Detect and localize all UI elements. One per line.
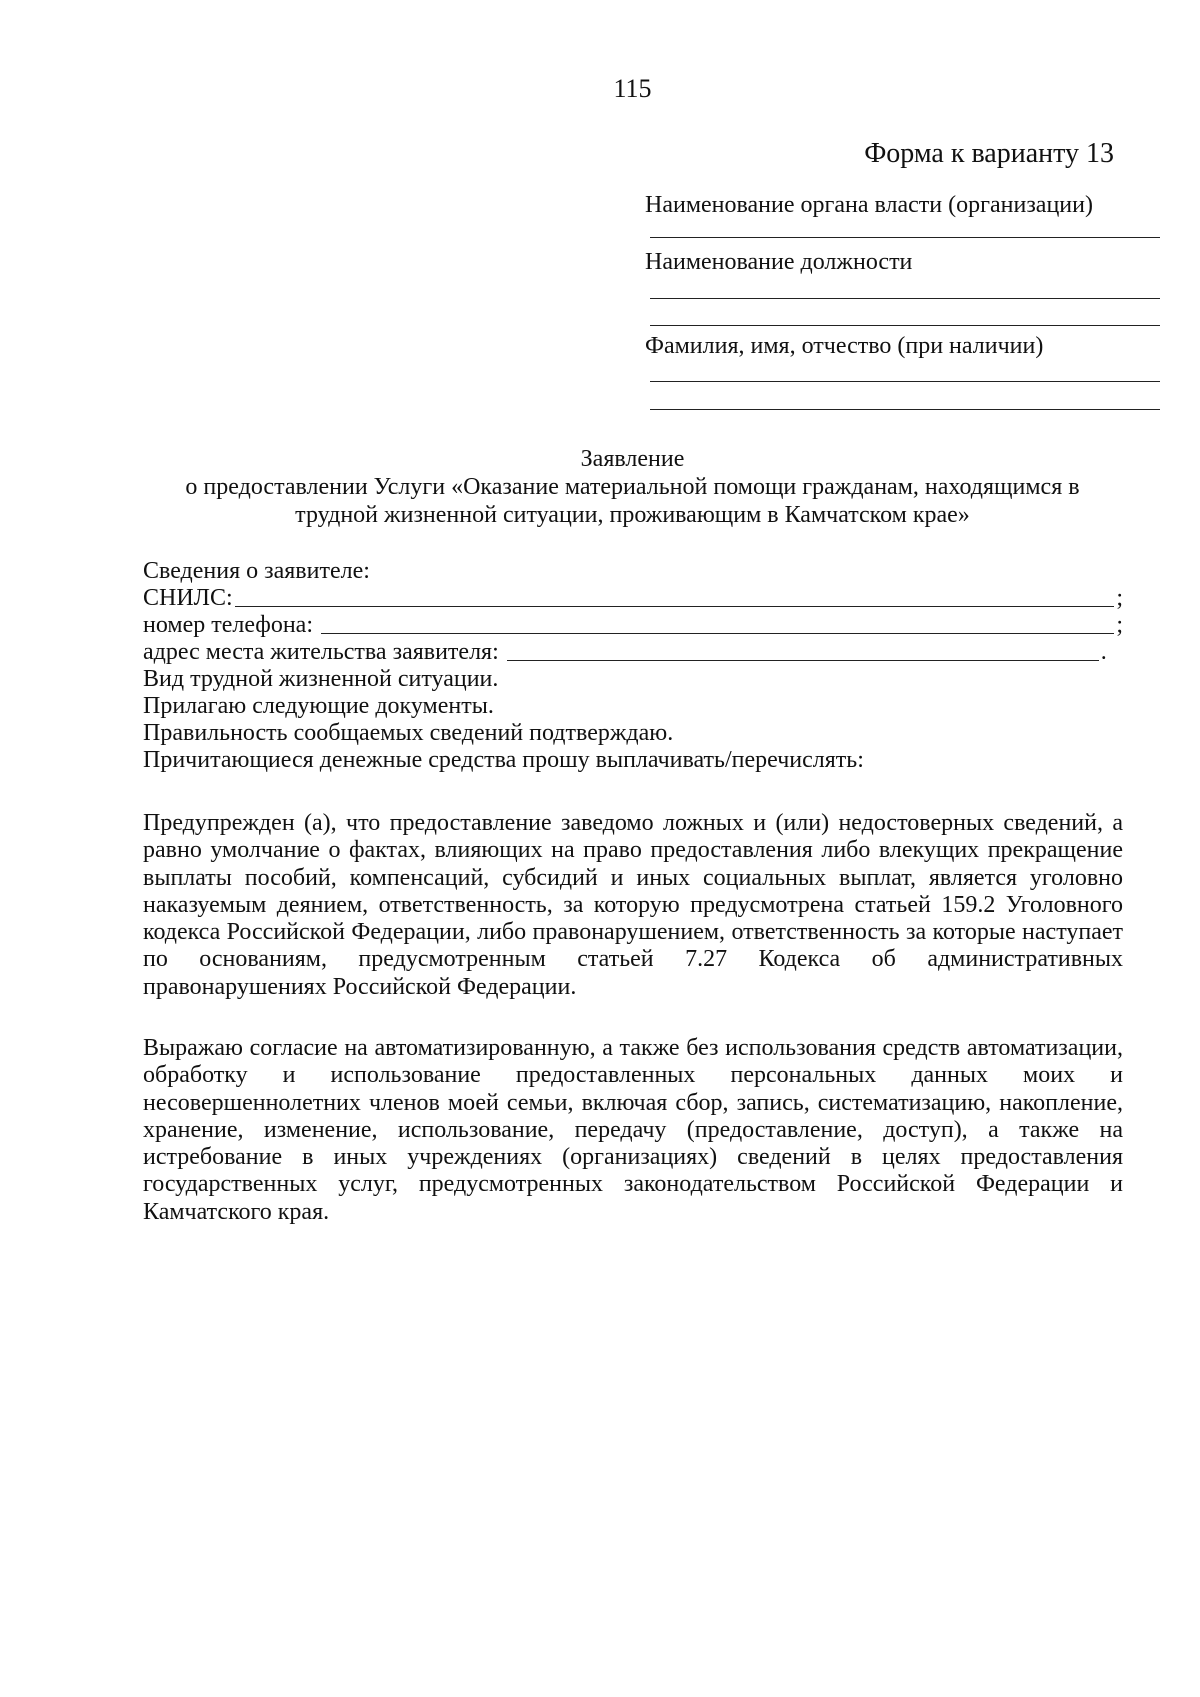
confirm-line: Правильность сообщаемых сведений подтверждаю. [143, 720, 674, 746]
applicant-info [143, 558, 1123, 774]
snils-field[interactable] [235, 606, 1115, 607]
snils-end: ; [1116, 585, 1123, 611]
name-label: Фамилия, имя, отчество (при наличии) [645, 333, 1044, 359]
address-end: . [1100, 639, 1107, 665]
warning-paragraph: Предупрежден (а), что предоставление заведомо ложных и (или) недостоверных сведений, а равно умолчание о фактах, влияющих на право предоставления либо влекущих прекращение выплаты пособий, компенсаций, субсидий и иных социальных выплат, является уголовно наказуемым деянием, ответственность, за которую предусмотрена статьей 159.2 Уголовного кодекса Российской Федерации, либо правонарушением, ответственность за которые наступает по основаниям, предусмотренным статьей 7.27 Кодекса об административных правонарушениях Российской Федерации. [143, 810, 1123, 1000]
phone-field[interactable] [321, 633, 1114, 634]
payment-line: Причитающиеся денежные средства прошу выплачивать/перечислять: [143, 747, 864, 773]
address-label: адрес места жительства заявителя: [143, 639, 499, 665]
situation-line: Вид трудной жизненной ситуации. [143, 666, 499, 692]
document-title [140, 445, 1125, 529]
name-line-2[interactable] [650, 409, 1160, 410]
position-label: Наименование должности [645, 249, 913, 275]
addressee-block [645, 190, 1160, 410]
page-number: 115 [613, 74, 652, 103]
title-line-1: о предоставлении Услуги «Оказание материальной помощи гражданам, находящимся в [185, 474, 1080, 500]
snils-row [143, 585, 1123, 612]
address-row [143, 639, 1123, 666]
snils-label: СНИЛС: [143, 585, 233, 611]
documents-line: Прилагаю следующие документы. [143, 693, 494, 719]
title-line-2: трудной жизненной ситуации, проживающим в Камчатском крае» [295, 502, 970, 528]
org-label: Наименование органа власти (организации) [645, 192, 1093, 218]
consent-paragraph: Выражаю согласие на автоматизированную, а также без использования средств автоматизации, обработку и использование предоставленных персональных данных моих и несовершеннолетних членов моей семьи, включая сбор, запись, систематизацию, накопление, хранение, изменение, использование, передачу (предоставление, доступ), а также на истребование в иных учреждениях (организациях) сведений в целях предоставления государственных услуг, предусмотренных законодательством Российской Федерации и Камчатского края. [143, 1035, 1123, 1225]
phone-end: ; [1116, 612, 1123, 638]
form-label: Форма к варианту 13 [864, 138, 1114, 169]
phone-row [143, 612, 1123, 639]
applicant-header: Сведения о заявителе: [143, 558, 370, 584]
phone-label: номер телефона: [143, 612, 314, 638]
title-heading: Заявление [580, 446, 685, 472]
address-field[interactable] [507, 660, 1099, 661]
